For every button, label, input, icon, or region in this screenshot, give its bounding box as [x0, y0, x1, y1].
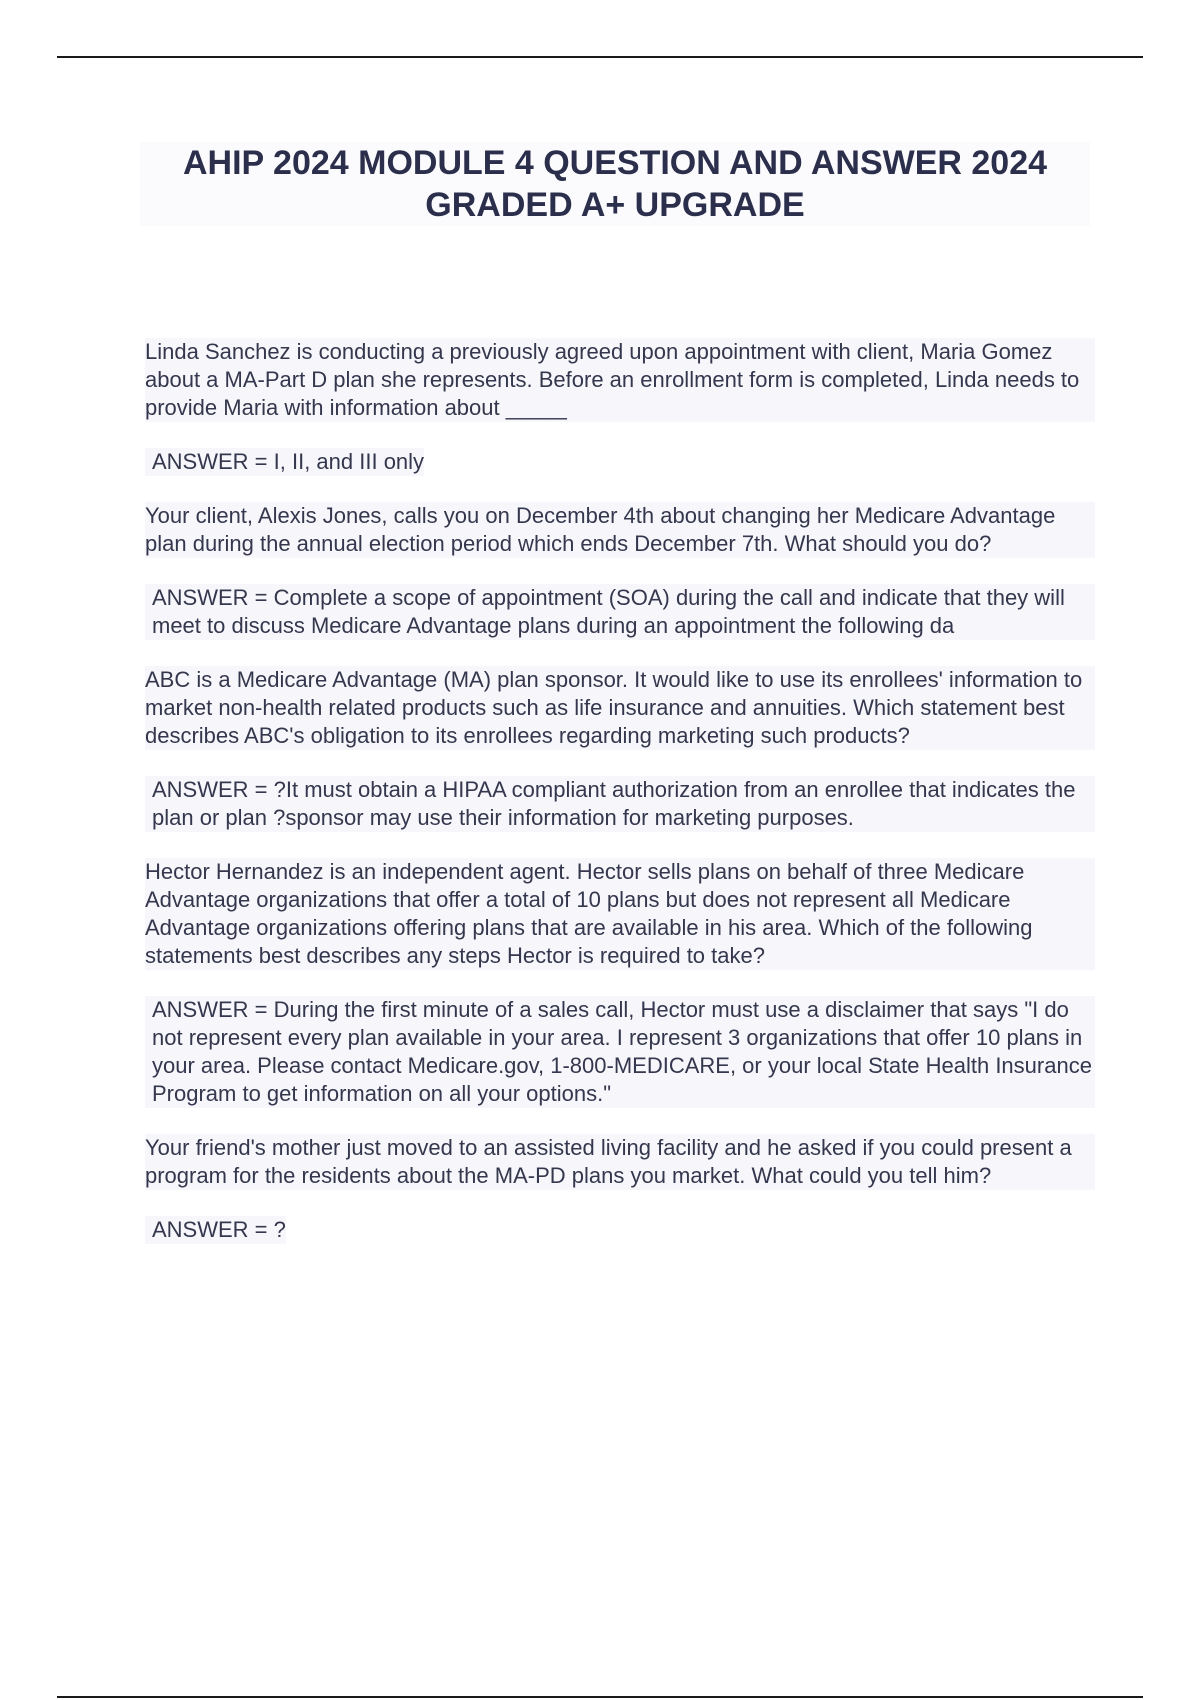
qa-list — [145, 338, 1095, 1270]
question-4: Hector Hernandez is an independent agent. Hector sells plans on behalf of three Medicare Advantage organizations that offer a total of 10 plans but does not represent all Medicare Advantage organizations offering plans that are available in his area. Which of the following statements best describes any steps Hector is required to take? — [145, 858, 1095, 970]
question-2: Your client, Alexis Jones, calls you on December 4th about changing her Medicare Advantage plan during the annual election period which ends December 7th. What should you do? — [145, 502, 1095, 558]
question-1: Linda Sanchez is conducting a previously agreed upon appointment with client, Maria Gomez about a MA-Part D plan she represents. Before an enrollment form is completed, Linda needs to provide Maria with information about _____ — [145, 338, 1095, 422]
answer-3: ANSWER = ?It must obtain a HIPAA compliant authorization from an enrollee that indicates the plan or plan ?sponsor may use their information for marketing purposes. — [145, 776, 1095, 832]
answer-4: ANSWER = During the first minute of a sales call, Hector must use a disclaimer that says "I do not represent every plan available in your area. I represent 3 organizations that offer 10 plans in your area. Please contact Medicare.gov, 1-800-MEDICARE, or your local State Health Insurance Program to get information on all your options." — [145, 996, 1095, 1108]
answer-1: ANSWER = I, II, and III only — [145, 448, 424, 476]
question-5: Your friend's mother just moved to an assisted living facility and he asked if you could present a program for the residents about the MA-PD plans you market. What could you tell him? — [145, 1134, 1095, 1190]
answer-2: ANSWER = Complete a scope of appointment (SOA) during the call and indicate that they will meet to discuss Medicare Advantage plans during an appointment the following da — [145, 584, 1095, 640]
bottom-rule — [57, 1696, 1143, 1698]
document-title: AHIP 2024 MODULE 4 QUESTION AND ANSWER 2024 GRADED A+ UPGRADE — [140, 142, 1090, 226]
answer-5: ANSWER = ? — [145, 1216, 286, 1244]
top-rule — [57, 56, 1143, 58]
question-3: ABC is a Medicare Advantage (MA) plan sponsor. It would like to use its enrollees' information to market non-health related products such as life insurance and annuities. Which statement best describes ABC's obligation to its enrollees regarding marketing such products? — [145, 666, 1095, 750]
